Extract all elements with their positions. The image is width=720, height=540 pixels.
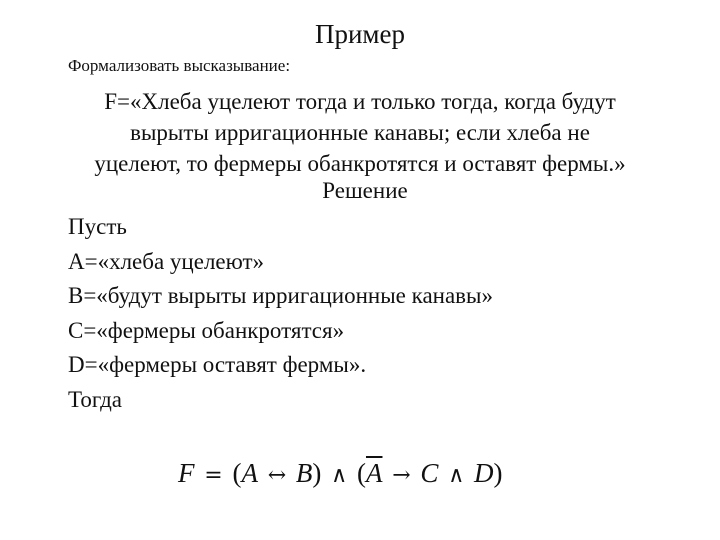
formula-paren-close: ) xyxy=(312,458,322,488)
definition-a: A=«хлеба уцелеют» xyxy=(68,248,265,274)
formula-paren-open: ( xyxy=(356,458,366,488)
statement-line: вырыты ирригационные канавы; если хлеба не xyxy=(130,120,590,145)
formula-var-not-a: $\overline{A}$ xyxy=(365,458,383,488)
definitions-intro: Пусть xyxy=(68,214,127,239)
formula-lhs: F xyxy=(178,458,195,488)
solution-heading: Решение xyxy=(322,178,408,203)
formula-iff-icon: ↔ xyxy=(267,463,287,488)
statement xyxy=(0,86,720,179)
task-label: Формализовать высказывание: xyxy=(68,56,291,75)
definition-b: B=«будут вырыты ирригационные канавы» xyxy=(68,283,493,308)
definitions xyxy=(68,210,493,417)
formula-implies-icon: → xyxy=(392,463,411,488)
formula-var-c: C xyxy=(420,458,439,488)
formula-and-icon: ∧ xyxy=(331,463,348,488)
statement-line: уцелеют, то фермеры обанкротятся и оставят фермы.» xyxy=(94,151,626,176)
formula-paren-close: ) xyxy=(493,458,503,488)
formula-var-b: B xyxy=(295,458,313,488)
formula xyxy=(178,455,503,494)
formula-var-d: D xyxy=(474,458,494,488)
statement-line: F=«Хлеба уцелеют тогда и только тогда, когда будут xyxy=(104,89,616,114)
formula-equals: = xyxy=(204,463,223,488)
definitions-outro: Тогда xyxy=(68,386,123,412)
definition-d: D=«фермеры оставят фермы». xyxy=(68,352,367,377)
formula-paren-open: ( xyxy=(232,458,242,488)
slide-title: Пример xyxy=(314,19,406,49)
definition-c: C=«фермеры обанкротятся» xyxy=(68,317,345,343)
formula-and-icon: ∧ xyxy=(448,463,465,488)
formula-var-a: A xyxy=(241,458,258,488)
